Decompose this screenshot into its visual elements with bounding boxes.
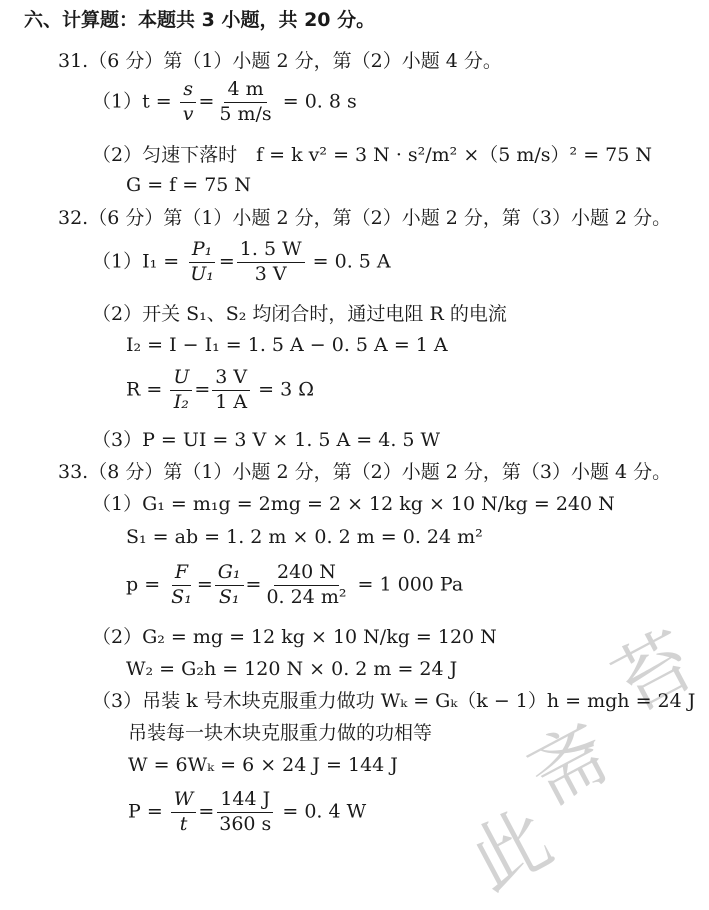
fraction-denominator: I₂ <box>173 390 189 413</box>
fraction-numerator: P₁ <box>189 240 215 263</box>
q33-part3-power: P = $\frac{W}{t}$ = $\frac{144 J}{360 s}$ = 0. 4 W <box>128 788 367 835</box>
fraction <box>216 790 274 835</box>
q33-part2-line1: （2）G₂ = mg = 12 kg × 10 N/kg = 120 N <box>92 626 497 648</box>
section-heading: 六、计算题：本题共 3 小题，共 20 分。 <box>24 9 376 31</box>
fraction-denominator: S₁ <box>218 585 240 608</box>
fraction <box>216 80 274 125</box>
q33-power-result: = 0. 4 W <box>282 800 367 823</box>
q32-header: 32.（6 分）第（1）小题 2 分，第（2）小题 2 分，第（3）小题 2 分。 <box>58 207 672 229</box>
fraction <box>168 563 195 608</box>
fraction-numerator: 240 N <box>274 563 339 586</box>
fraction <box>171 790 197 835</box>
fraction-numerator: 3 V <box>212 368 250 391</box>
fraction-denominator: v <box>182 102 194 125</box>
q33-header: 33.（8 分）第（1）小题 2 分，第（2）小题 2 分，第（3）小题 4 分。 <box>58 461 672 483</box>
q31-p1-label: （1）t = <box>92 90 172 113</box>
fraction-numerator: U <box>170 368 192 391</box>
q31-p1-result: = 0. 8 s <box>282 90 357 113</box>
fraction-denominator: 5 m/s <box>219 102 272 125</box>
q32-part2-line2: I₂ = I − I₁ = 1. 5 A − 0. 5 A = 1 A <box>126 334 448 356</box>
q32-part1-formula: （1）I₁ = $\frac{\text{P₁}}{\text{U₁}}$ = $\frac{1. 5 W}{3 V}$ = 0. 5 A <box>92 238 391 285</box>
fraction <box>215 563 244 608</box>
fraction <box>170 368 192 413</box>
fraction-denominator: 360 s <box>219 812 272 835</box>
q32-part2-resistance: R = $\frac{U}{\text{I₂}}$ = $\frac{3 V}{1 A}$ = 3 Ω <box>126 366 314 413</box>
q33-part3-line2: 吊装每一块木块克服重力做的功相等 <box>128 722 433 744</box>
fraction-numerator: G₁ <box>215 563 244 586</box>
q33-part1-pressure: p = $\frac{F}{\text{S₁}}$ = $\frac{\text{G₁}}{\text{S₁}}$ = $\frac{240 N}{\text{0. 24 m²}}$ = 1 000 Pa <box>126 561 464 608</box>
fraction-numerator: 4 m <box>224 80 266 103</box>
fraction <box>187 240 217 285</box>
watermark-glyph: 斋 <box>514 707 624 822</box>
q31-part2-line1: （2）匀速下落时 f = k v² = 3 N · s²/m² ×（5 m/s）² = 75 N <box>92 144 653 166</box>
fraction-denominator: U₁ <box>190 262 214 285</box>
q33-part3-line1: （3）吊装 k 号木块克服重力做功 Wₖ = Gₖ（k − 1）h = mgh = 24 J <box>92 690 696 712</box>
fraction-denominator: 0. 24 m² <box>266 585 347 608</box>
fraction <box>263 563 349 608</box>
fraction-denominator: t <box>179 812 188 835</box>
fraction-numerator: 144 J <box>217 790 273 813</box>
q31-part2-line2: G = f = 75 N <box>126 174 252 196</box>
q32-p1-label: （1）I₁ = <box>92 250 180 273</box>
q32-part2-line1: （2）开关 S₁、S₂ 均闭合时，通过电阻 R 的电流 <box>92 303 507 325</box>
q33-part2-line2: W₂ = G₂h = 120 N × 0. 2 m = 24 J <box>126 658 458 680</box>
q32-r-label: R = <box>126 378 163 401</box>
q33-part1-line1: （1）G₁ = m₁g = 2mg = 2 × 12 kg × 10 N/kg = 240 N <box>92 493 615 515</box>
fraction <box>212 368 250 413</box>
q33-part1-line2: S₁ = ab = 1. 2 m × 0. 2 m = 0. 24 m² <box>126 526 483 548</box>
q32-part3-line: （3）P = UI = 3 V × 1. 5 A = 4. 5 W <box>92 429 441 451</box>
q33-p-label: p = <box>126 573 161 596</box>
q33-part3-line3: W = 6Wₖ = 6 × 24 J = 144 J <box>128 754 398 776</box>
fraction-numerator: 1. 5 W <box>237 240 305 263</box>
q32-r-result: = 3 Ω <box>258 378 314 401</box>
q31-part1-formula: （1）t = $\frac{s}{v}$ = $\frac{4 m}{5 m/s}$ = 0. 8 s <box>92 78 357 125</box>
q32-p1-result: = 0. 5 A <box>312 250 391 273</box>
fraction-denominator: 1 A <box>215 390 248 413</box>
fraction-denominator: 3 V <box>254 262 287 285</box>
q31-header: 31.（6 分）第（1）小题 2 分，第（2）小题 4 分。 <box>58 50 502 72</box>
watermark-glyph: 苔 <box>598 614 708 729</box>
fraction <box>180 80 197 125</box>
fraction-numerator: F <box>172 563 191 586</box>
fraction <box>237 240 305 285</box>
fraction-denominator: S₁ <box>171 585 192 608</box>
watermark-glyph: 此 <box>456 792 566 907</box>
q33-p-result: = 1 000 Pa <box>357 573 464 596</box>
fraction-numerator: W <box>171 790 197 813</box>
fraction-numerator: s <box>180 80 196 103</box>
q33-power-label: P = <box>128 800 163 823</box>
